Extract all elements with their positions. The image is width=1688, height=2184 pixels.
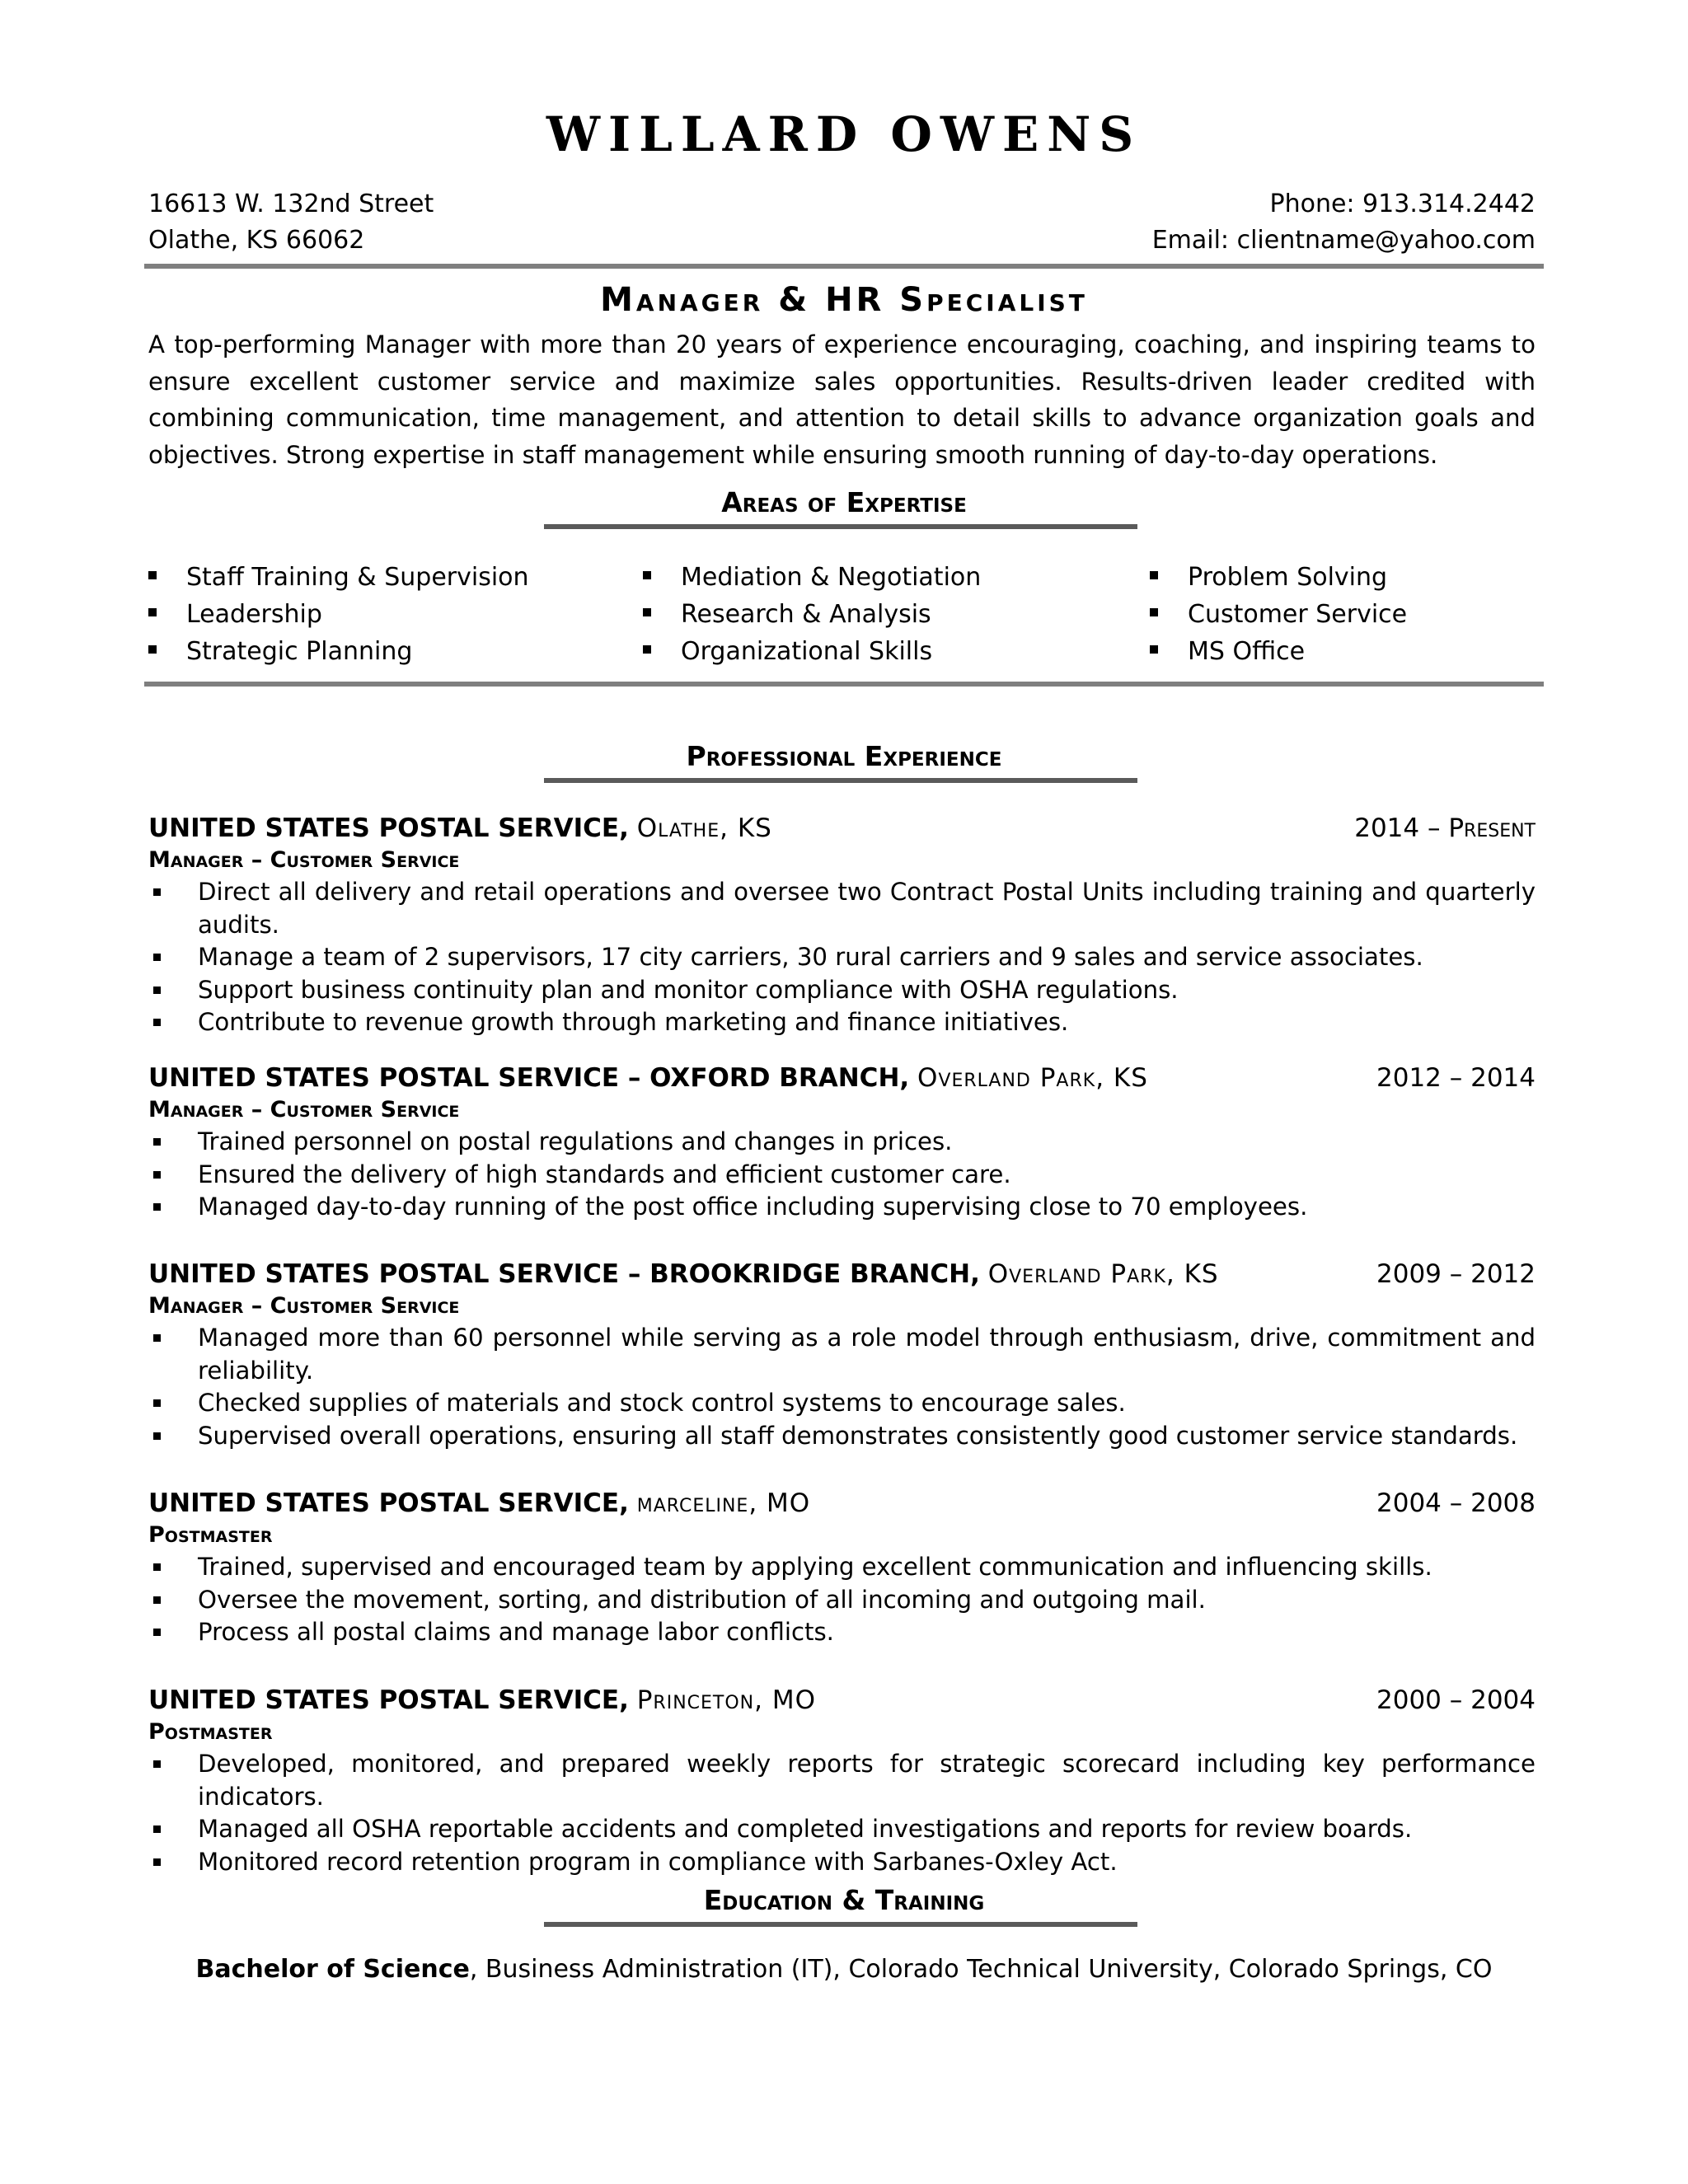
job-bullets bbox=[148, 1551, 1536, 1649]
job-bullet: Supervised overall operations, ensuring all staff demonstrates consistently good customer service standards. bbox=[148, 1420, 1536, 1453]
job-entry bbox=[148, 1258, 1536, 1452]
job-location: Overland Park, KS bbox=[987, 1259, 1219, 1289]
address-line-2: Olathe, KS 66062 bbox=[148, 226, 365, 255]
expertise-item: Staff Training & Supervision bbox=[148, 559, 529, 596]
expertise-item: Strategic Planning bbox=[148, 633, 529, 670]
job-dates: 2012 – 2014 bbox=[1376, 1063, 1536, 1093]
job-entry bbox=[148, 1062, 1536, 1224]
education-details: , Business Administration (IT), Colorado Technical University, Colorado Springs, CO bbox=[469, 1955, 1493, 1984]
phone: Phone: 913.314.2442 bbox=[1269, 190, 1536, 218]
job-employer: UNITED STATES POSTAL SERVICE, bbox=[148, 1488, 629, 1518]
expertise-item: Mediation & Negotiation bbox=[643, 559, 981, 596]
job-dates: 2004 – 2008 bbox=[1376, 1488, 1536, 1518]
expertise-item: Research & Analysis bbox=[643, 596, 981, 633]
job-bullet: Support business continuity plan and monitor compliance with OSHA regulations. bbox=[148, 974, 1536, 1007]
job-role: Manager – Customer Service bbox=[148, 1293, 460, 1319]
address-line-1: 16613 W. 132nd Street bbox=[148, 190, 434, 218]
expertise-item: MS Office bbox=[1150, 633, 1407, 670]
job-entry bbox=[148, 1487, 1536, 1649]
divider-header bbox=[144, 264, 1544, 269]
job-header bbox=[148, 1487, 1536, 1520]
job-dates: 2000 – 2004 bbox=[1376, 1685, 1536, 1715]
job-bullet: Checked supplies of materials and stock control systems to encourage sales. bbox=[148, 1387, 1536, 1420]
education-entry bbox=[0, 1952, 1688, 1988]
education-degree: Bachelor of Science bbox=[195, 1955, 470, 1984]
job-location: Olathe, KS bbox=[636, 813, 772, 843]
job-role: Postmaster bbox=[148, 1522, 273, 1548]
expertise-column-1 bbox=[148, 559, 529, 670]
expertise-item: Problem Solving bbox=[1150, 559, 1407, 596]
job-bullets bbox=[148, 1126, 1536, 1224]
contact-row-1 bbox=[148, 186, 1536, 223]
job-bullets bbox=[148, 1748, 1536, 1878]
job-bullets bbox=[148, 876, 1536, 1039]
job-bullet: Trained, supervised and encouraged team by applying excellent communication and influencing skills. bbox=[148, 1551, 1536, 1584]
professional-title: Manager & HR Specialist bbox=[600, 281, 1088, 319]
job-bullet: Direct all delivery and retail operations and oversee two Contract Postal Units including training and quarterly audits. bbox=[148, 876, 1536, 941]
job-location: Princeton, MO bbox=[636, 1685, 816, 1715]
job-location: marceline, MO bbox=[636, 1488, 811, 1518]
job-bullet: Contribute to revenue growth through marketing and finance initiatives. bbox=[148, 1006, 1536, 1039]
expertise-item: Organizational Skills bbox=[643, 633, 981, 670]
job-header bbox=[148, 812, 1536, 845]
job-role: Manager – Customer Service bbox=[148, 1097, 460, 1122]
expertise-item: Customer Service bbox=[1150, 596, 1407, 633]
expertise-heading-underline bbox=[544, 524, 1137, 529]
education-heading-underline bbox=[544, 1922, 1137, 1927]
candidate-name: WILLARD OWENS bbox=[546, 106, 1142, 162]
email: Email: clientname@yahoo.com bbox=[1151, 226, 1536, 255]
job-bullet: Managed all OSHA reportable accidents and completed investigations and reports for review boards. bbox=[148, 1813, 1536, 1846]
job-bullet: Oversee the movement, sorting, and distribution of all incoming and outgoing mail. bbox=[148, 1584, 1536, 1617]
job-bullet: Developed, monitored, and prepared weekly reports for strategic scorecard including key performance indicators. bbox=[148, 1748, 1536, 1813]
contact-row-2 bbox=[148, 223, 1536, 259]
job-header bbox=[148, 1258, 1536, 1291]
expertise-column-2 bbox=[643, 559, 981, 670]
job-employer: UNITED STATES POSTAL SERVICE, bbox=[148, 1685, 629, 1715]
job-employer: UNITED STATES POSTAL SERVICE, bbox=[148, 813, 629, 843]
expertise-list bbox=[148, 559, 1550, 674]
job-header bbox=[148, 1062, 1536, 1094]
job-role: Manager – Customer Service bbox=[148, 847, 460, 873]
job-employer: UNITED STATES POSTAL SERVICE – BROOKRIDGE BRANCH, bbox=[148, 1259, 980, 1289]
experience-heading-underline bbox=[544, 778, 1137, 783]
job-role: Postmaster bbox=[148, 1719, 273, 1745]
expertise-item: Leadership bbox=[148, 596, 529, 633]
divider-expertise bbox=[144, 682, 1544, 687]
summary-paragraph: A top-performing Manager with more than 20 years of experience encouraging, coaching, and inspiring teams to ensure excellent customer service and maximize sales opportunities. Results-driven leader credited with combining communication, time management, and attention to detail skills to advance organization goals and objectives. Strong expertise in staff management while ensuring smooth running of day-to-day operations. bbox=[148, 330, 1536, 469]
expertise-column-3 bbox=[1150, 559, 1407, 670]
education-heading: Education & Training bbox=[703, 1884, 985, 1916]
job-header bbox=[148, 1684, 1536, 1717]
job-entry bbox=[148, 812, 1536, 1039]
expertise-heading: Areas of Expertise bbox=[721, 486, 967, 518]
job-dates: 2009 – 2012 bbox=[1376, 1259, 1536, 1289]
job-employer: UNITED STATES POSTAL SERVICE – OXFORD BRANCH, bbox=[148, 1063, 910, 1093]
job-bullet: Ensured the delivery of high standards and efficient customer care. bbox=[148, 1159, 1536, 1192]
job-entry bbox=[148, 1684, 1536, 1878]
job-bullet: Monitored record retention program in compliance with Sarbanes-Oxley Act. bbox=[148, 1846, 1536, 1879]
experience-heading: Professional Experience bbox=[686, 740, 1002, 772]
job-bullet: Process all postal claims and manage labor conflicts. bbox=[148, 1616, 1536, 1649]
job-bullet: Managed day-to-day running of the post office including supervising close to 70 employees. bbox=[148, 1191, 1536, 1224]
job-bullets bbox=[148, 1322, 1536, 1452]
job-bullet: Managed more than 60 personnel while serving as a role model through enthusiasm, drive, commitment and reliability. bbox=[148, 1322, 1536, 1387]
job-dates: 2014 – Present bbox=[1354, 813, 1536, 843]
job-bullet: Manage a team of 2 supervisors, 17 city carriers, 30 rural carriers and 9 sales and service associates. bbox=[148, 941, 1536, 974]
job-bullet: Trained personnel on postal regulations and changes in prices. bbox=[148, 1126, 1536, 1159]
job-location: Overland Park, KS bbox=[917, 1063, 1148, 1093]
